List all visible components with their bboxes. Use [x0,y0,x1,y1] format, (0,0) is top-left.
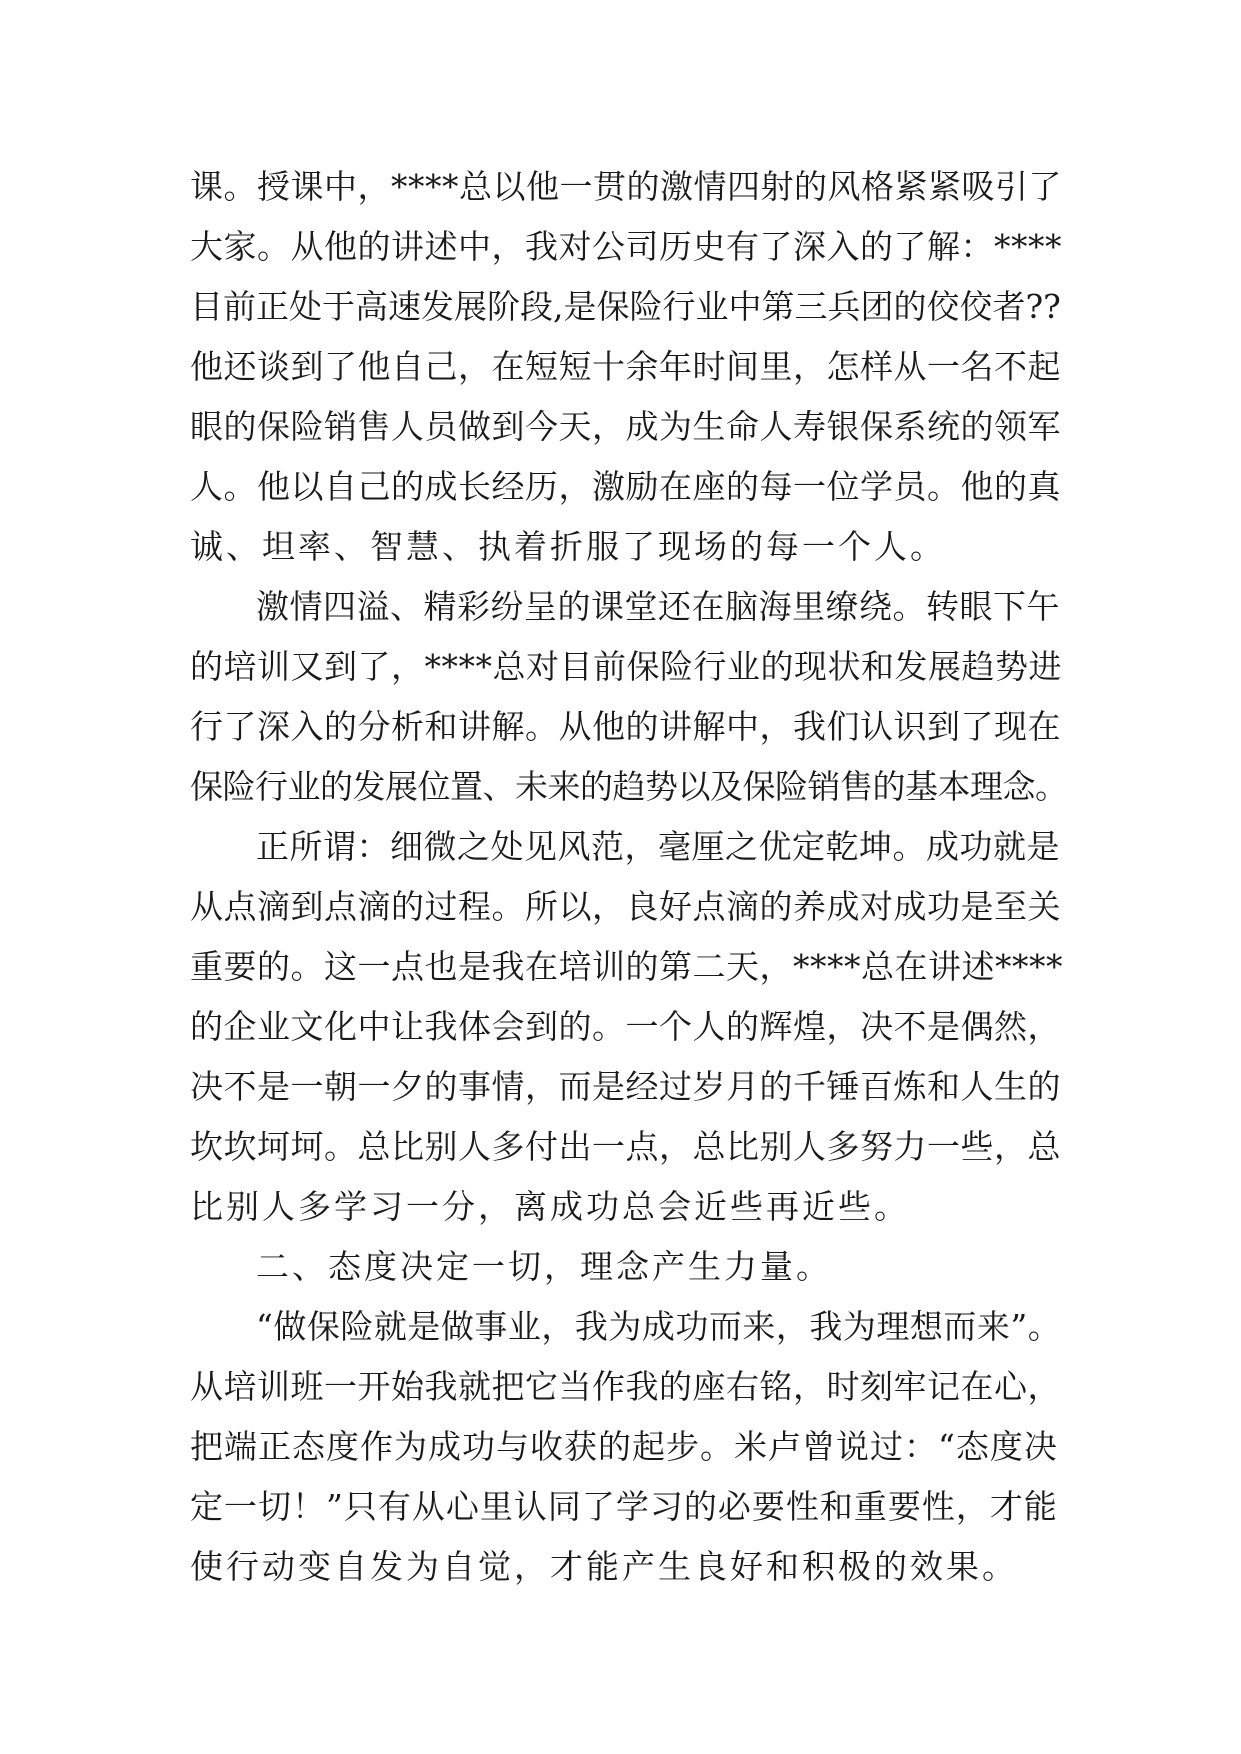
text-line: 从点滴到点滴的过程。所以，良好点滴的养成对成功是至关 [190,887,1061,926]
text-line: 诚、坦率、智慧、执着折服了现场的每一个人。 [190,527,946,566]
text-line: 使行动变自发为自觉，才能产生良好和积极的效果。 [190,1547,1018,1586]
text-line: 眼的保险销售人员做到今天，成为生命人寿银保系统的领军 [190,407,1061,446]
text-line: 激情四溢、精彩纷呈的课堂还在脑海里缭绕。转眼下午 [256,587,1060,626]
text-line: 把端正态度作为成功与收获的起步。米卢曾说过：“态度决 [190,1427,1058,1466]
text-line: 行了深入的分析和讲解。从他的讲解中，我们认识到了现在 [190,707,1061,746]
section-heading: 二、态度决定一切，理念产生力量。 [256,1247,832,1286]
text-line: 他还谈到了他自己，在短短十余年时间里，怎样从一名不起 [190,347,1061,386]
text-line: 正所谓：细微之处见风范，毫厘之优定乾坤。成功就是 [256,827,1060,866]
text-line: “做保险就是做事业，我为成功而来，我为理想而来”。 [256,1307,1062,1346]
text-line: 人。他以自己的成长经历，激励在座的每一位学员。他的真 [190,467,1061,506]
text-line: 比别人多学习一分，离成功总会近些再近些。 [190,1187,910,1226]
text-line: 坎坎坷坷。总比别人多付出一点，总比别人多努力一些，总 [190,1127,1061,1166]
text-line: 决不是一朝一夕的事情，而是经过岁月的千锤百炼和人生的 [190,1067,1061,1106]
text-line: 大家。从他的讲述中，我对公司历史有了深入的了解：**** [190,227,1062,266]
text-line: 目前正处于高速发展阶段,是保险行业中第三兵团的佼佼者?? [190,287,1061,326]
text-line: 重要的。这一点也是我在培训的第二天，****总在讲述**** [190,947,1063,986]
text-line: 定一切！”只有从心里认同了学习的必要性和重要性，才能 [190,1487,1058,1526]
text-line: 课。授课中，****总以他一贯的激情四射的风格紧紧吸引了 [190,167,1062,206]
text-line: 从培训班一开始我就把它当作我的座右铭，时刻牢记在心， [190,1367,1061,1406]
text-line: 的培训又到了，****总对目前保险行业的现状和发展趋势进 [190,647,1062,686]
text-line: 保险行业的发展位置、未来的趋势以及保险销售的基本理念。 [190,767,1068,806]
text-line: 的企业文化中让我体会到的。一个人的辉煌，决不是偶然， [190,1007,1061,1046]
body-text [190,157,1070,1597]
